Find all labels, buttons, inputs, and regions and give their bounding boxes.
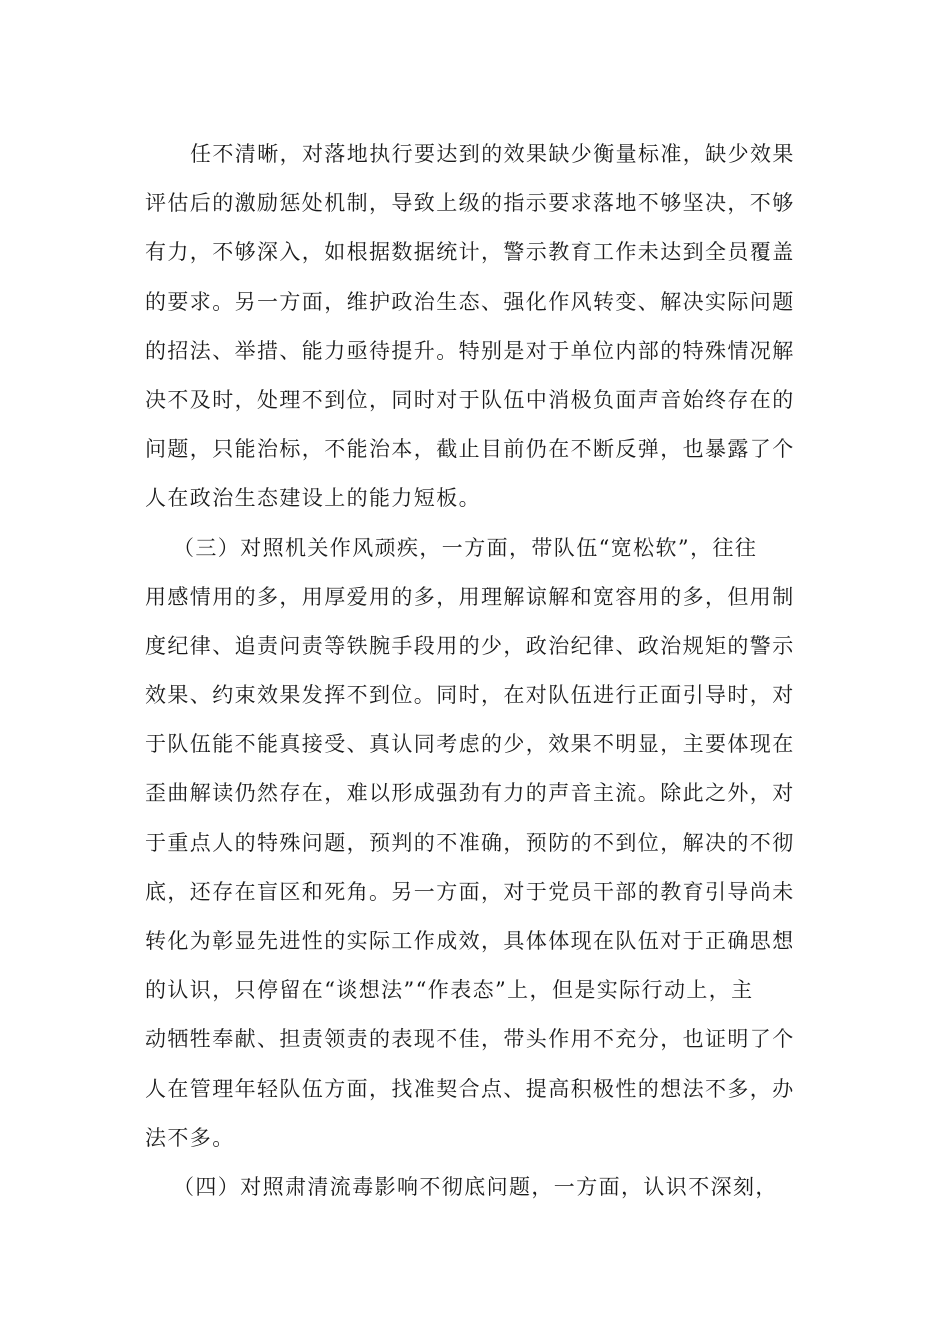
text-line: 决不及时，处理不到位，同时对于队伍中消极负面声音始终存在的 bbox=[145, 387, 795, 412]
text-line: 的要求。另一方面，维护政治生态、强化作风转变、解决实际问题 bbox=[145, 289, 795, 314]
text-line: 问题，只能治标，不能治本，截止目前仍在不断反弹，也暴露了个 bbox=[145, 437, 795, 462]
text-line: （三）对照机关作风顽疾，一方面，带队伍“宽松软”，往往 bbox=[173, 535, 758, 560]
text-line: 的招法、举措、能力亟待提升。特别是对于单位内部的特殊情况解 bbox=[145, 338, 795, 363]
paragraph-section-four bbox=[145, 1163, 810, 1212]
text-line: （四）对照肃清流毒影响不彻底问题，一方面，认识不深刻， bbox=[173, 1174, 778, 1199]
text-line: 于队伍能不能真接受、真认同考虑的少，效果不明显，主要体现在 bbox=[145, 732, 795, 757]
text-line: 有力，不够深入，如根据数据统计，警示教育工作未达到全员覆盖 bbox=[145, 240, 795, 265]
text-line: 动牺牲奉献、担责领责的表现不佳，带头作用不充分，也证明了个 bbox=[145, 1027, 795, 1052]
text-line: 于重点人的特殊问题，预判的不准确，预防的不到位，解决的不彻 bbox=[145, 830, 795, 855]
text-line: 人在政治生态建设上的能力短板。 bbox=[145, 486, 481, 511]
text-line: 的认识，只停留在“谈想法”“作表态”上，但是实际行动上，主 bbox=[145, 978, 754, 1003]
text-line: 法不多。 bbox=[145, 1125, 235, 1150]
text-line: 任不清晰，对落地执行要达到的效果缺少衡量标准，缺少效果 bbox=[190, 142, 795, 166]
text-line: 用感情用的多，用厚爱用的多，用理解谅解和宽容用的多，但用制 bbox=[145, 584, 795, 609]
text-line: 度纪律、追责问责等铁腕手段用的少，政治纪律、政治规矩的警示 bbox=[145, 633, 795, 658]
paragraph-section-three bbox=[145, 524, 810, 1163]
text-line: 歪曲解读仍然存在，难以形成强劲有力的声音主流。除此之外，对 bbox=[145, 781, 795, 806]
text-line: 底，还存在盲区和死角。另一方面，对于党员干部的教育引导尚未 bbox=[145, 879, 795, 904]
text-line: 效果、约束效果发挥不到位。同时，在对队伍进行正面引导时，对 bbox=[145, 683, 795, 708]
text-line: 评估后的激励惩处机制，导致上级的指示要求落地不够坚决，不够 bbox=[145, 191, 795, 216]
document-body bbox=[145, 130, 810, 1212]
paragraph-continuation bbox=[145, 130, 810, 524]
text-line: 人在管理年轻队伍方面，找准契合点、提高积极性的想法不多，办 bbox=[145, 1076, 795, 1101]
text-line: 转化为彰显先进性的实际工作成效，具体体现在队伍对于正确思想 bbox=[145, 929, 795, 953]
